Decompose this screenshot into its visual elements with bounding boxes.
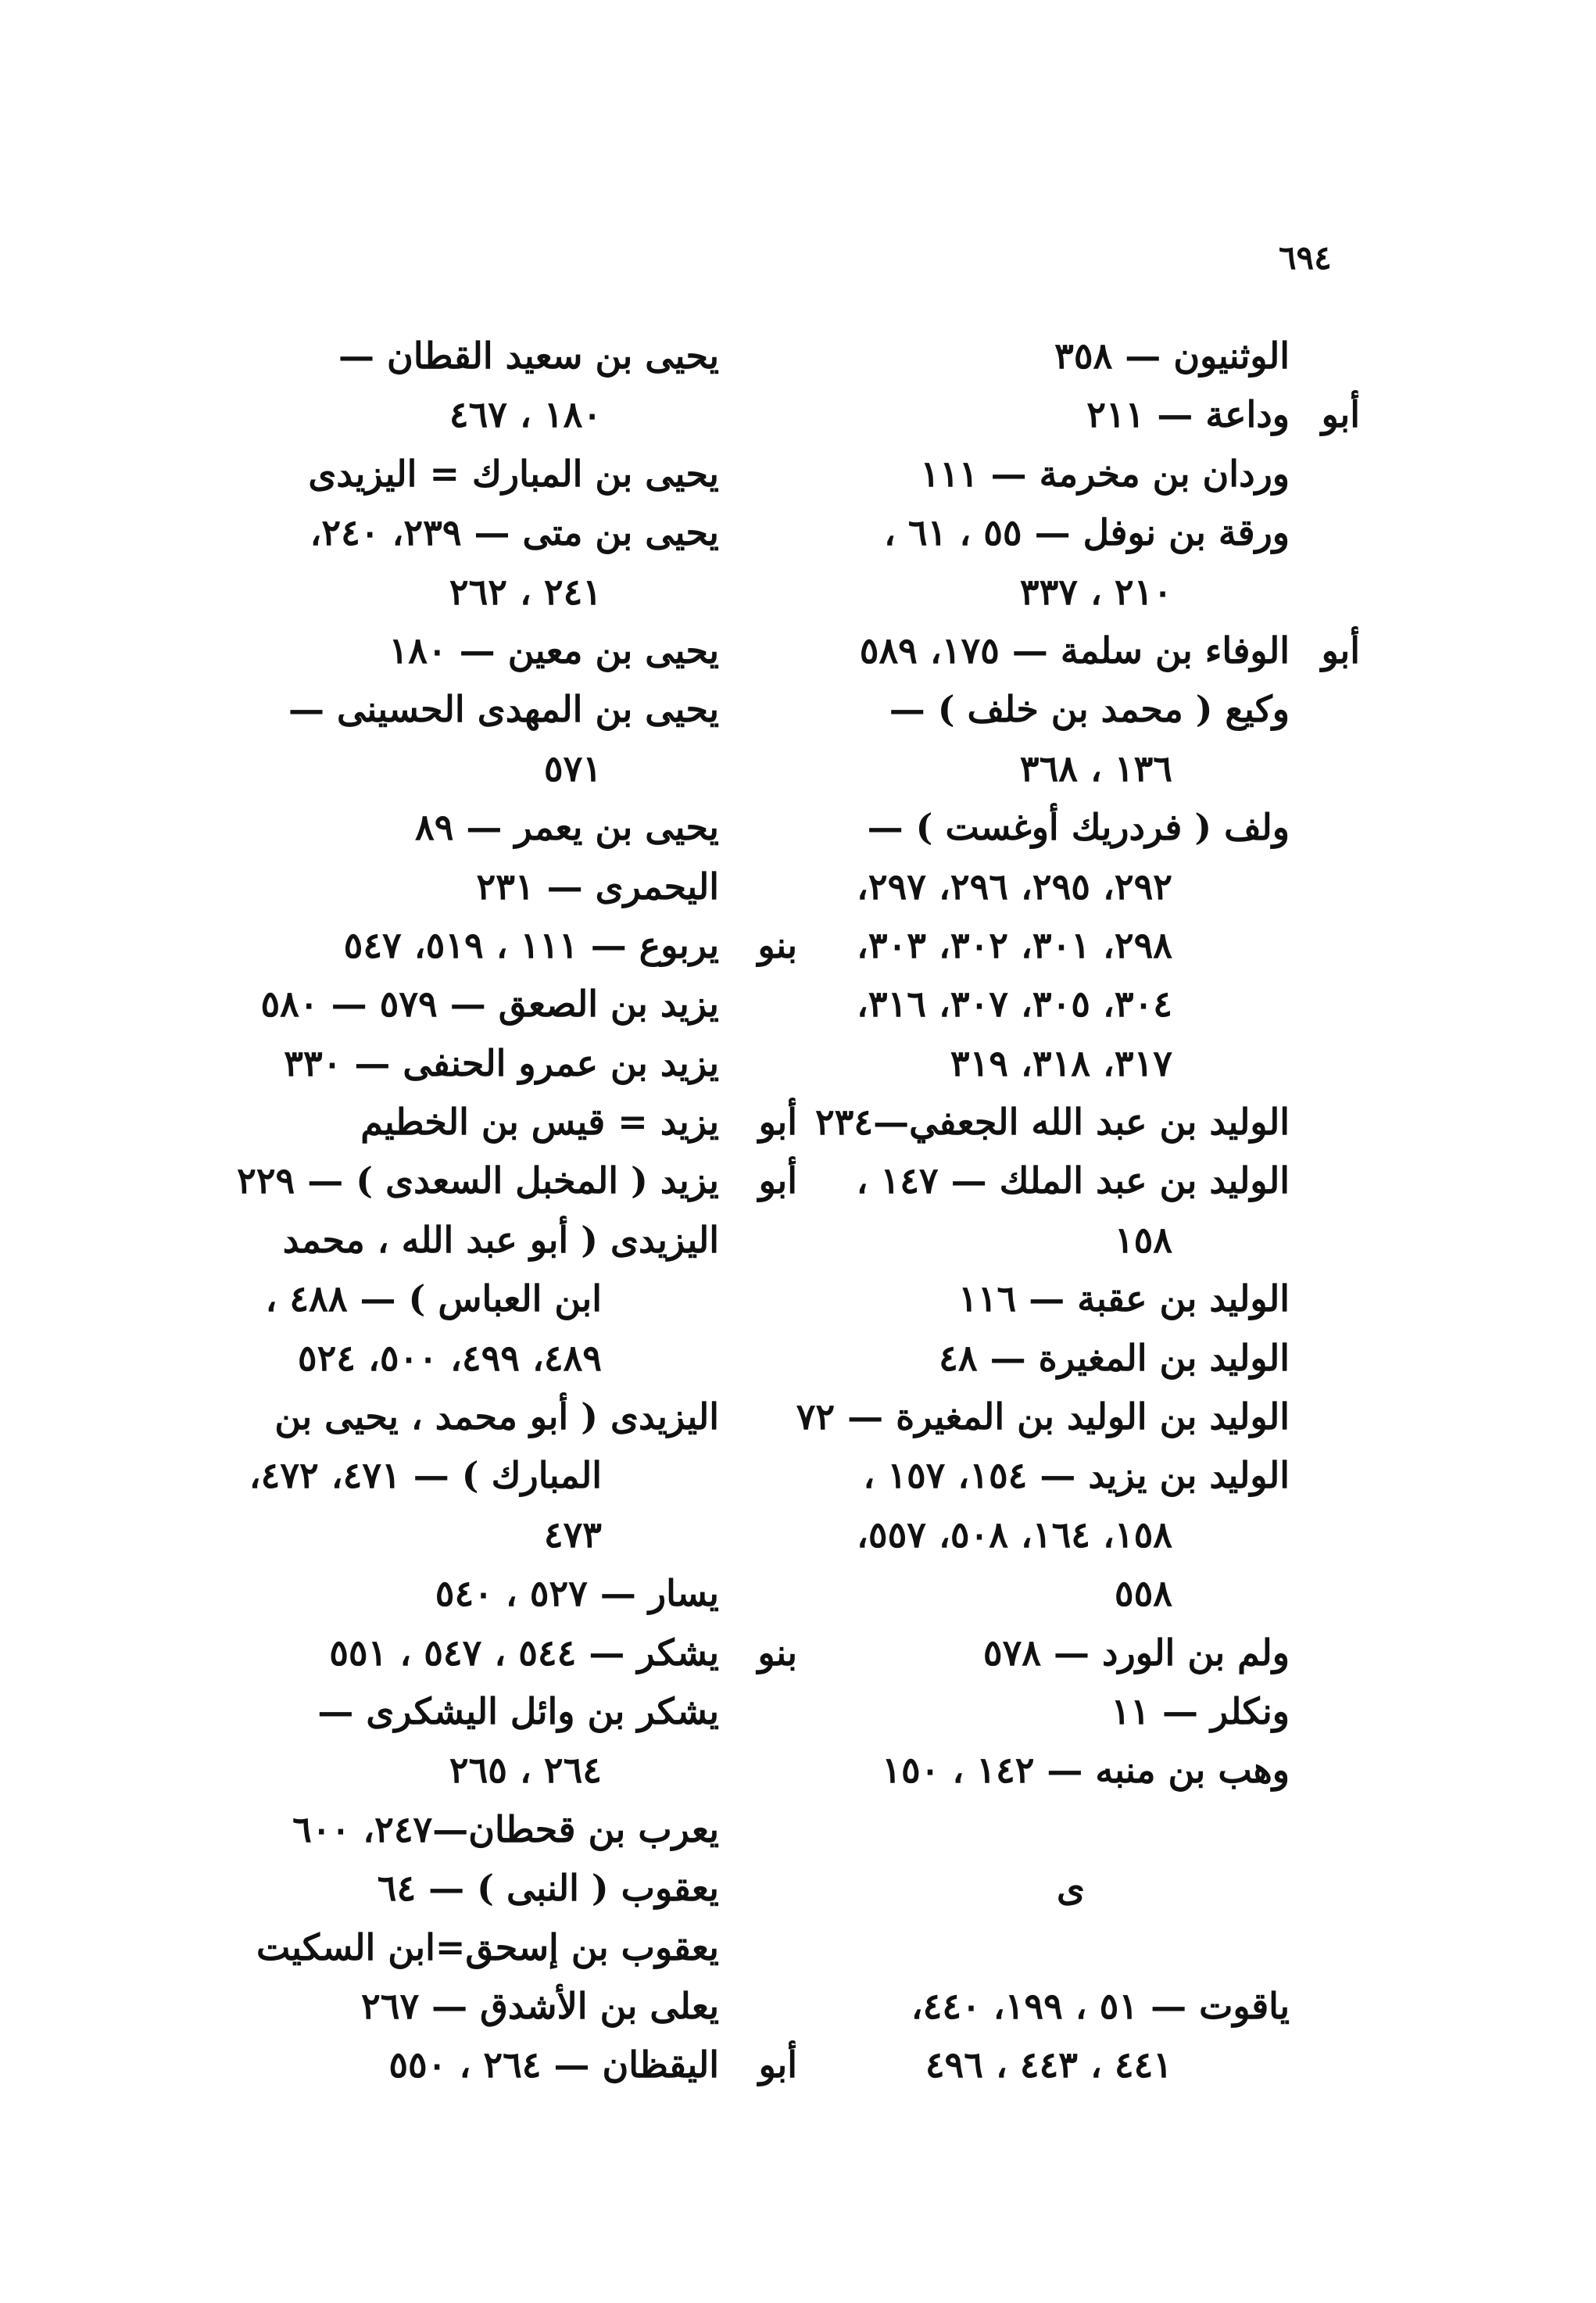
entry-text: ٢٦٤ ، ٢٦٥ [449, 1749, 602, 1792]
entry-prefix [719, 1211, 797, 1270]
index-entry [821, 1506, 1360, 1564]
index-entry [258, 385, 797, 444]
entry-text: يزيد بن الصعق — ٥٧٩ — ٥٨٠ [260, 983, 719, 1026]
entry-text: اليزيدى ( أبو محمد ، يحيى بن [274, 1395, 719, 1438]
entry-text: يعقوب بن إسحق=ابن السكيت [256, 1925, 719, 1968]
index-entry [258, 858, 797, 916]
index-entry [258, 1800, 797, 1859]
entry-prefix [719, 1506, 797, 1564]
entry-text: ولم بن الورد — ٥٧٨ [982, 1631, 1290, 1674]
index-entry [258, 740, 797, 798]
entry-text: اليقظان — ٢٦٤ ، ٥٥٠ [388, 2043, 719, 2086]
entry-prefix [1290, 1918, 1360, 1977]
entry-prefix [1290, 740, 1360, 798]
entry-text: الوليد بن الوليد بن المغيرة — ٧٢ [796, 1395, 1290, 1438]
entry-prefix [1290, 916, 1360, 975]
entry-text: ابن العباس ) — ٤٨٨ ، [265, 1277, 602, 1320]
index-entry [821, 1152, 1360, 1210]
index-entry [821, 385, 1360, 444]
index-entry [258, 1211, 797, 1270]
entry-prefix [1290, 1859, 1360, 1918]
entry-text [821, 1800, 1290, 1859]
index-entry [258, 621, 797, 680]
entry-prefix [719, 680, 797, 739]
index-entry [258, 563, 797, 621]
entry-prefix [1290, 858, 1360, 916]
entry-prefix [1290, 798, 1360, 857]
entry-prefix [1290, 1388, 1360, 1446]
entry-text: ١٥٨، ١٦٤، ٥٠٨، ٥٥٧، [857, 1513, 1172, 1556]
entry-text: وهب بن منبه — ١٤٢ ، ١٥٠ [882, 1749, 1290, 1792]
entry-text: ٢٩٢، ٢٩٥، ٢٩٦، ٢٩٧، [857, 865, 1172, 908]
index-entry [821, 621, 1360, 680]
entry-prefix [1290, 1800, 1360, 1859]
index-entry [821, 563, 1360, 621]
entry-prefix [1290, 680, 1360, 739]
index-entry [821, 1446, 1360, 1505]
index-entry [821, 1270, 1360, 1328]
entry-text: ٥٧١ [543, 747, 602, 790]
index-entry [258, 1977, 797, 2036]
entry-prefix: أبو [758, 1101, 797, 1144]
index-entry [821, 2036, 1360, 2094]
entry-text: ولف ( فردريك أوغست ) — [867, 806, 1290, 849]
entry-text: الوليد بن عبد الملك — ١٤٧ ، [856, 1159, 1290, 1202]
entry-prefix [719, 740, 797, 798]
entry-prefix [1290, 1682, 1360, 1741]
entry-text: ١٣٦ ، ٣٦٨ [1019, 747, 1172, 790]
entry-prefix [719, 621, 797, 680]
entry-prefix [719, 1034, 797, 1093]
index-entry [821, 798, 1360, 857]
index-entry [258, 2036, 797, 2094]
index-entry [258, 680, 797, 739]
index-entry [249, 1446, 797, 1505]
entry-prefix [719, 1564, 797, 1623]
index-entry [821, 327, 1360, 385]
entry-prefix [719, 1918, 797, 1977]
entry-text: يشكر — ٥٤٤ ، ٥٤٧ ، ٥٥١ [329, 1631, 719, 1674]
entry-text: ٣١٧، ٣١٨، ٣١٩ [950, 1041, 1172, 1084]
entry-text: يربوع — ١١١ ، ٥١٩، ٥٤٧ [343, 923, 719, 966]
entry-text: ونكلر — ١١ [1111, 1689, 1290, 1732]
index-column-left [237, 327, 797, 2095]
entry-text: وكيع ( محمد بن خلف ) — [889, 688, 1290, 731]
index-entry [258, 1682, 797, 1741]
index-entry [258, 1741, 797, 1800]
entry-text: الوثنيون — ٣٥٨ [1054, 335, 1290, 377]
entry-text: يحيى بن متى — ٢٣٩، ٢٤٠، [310, 511, 719, 554]
entry-text: وردان بن مخرمة — ١١١ [920, 452, 1290, 495]
index-entry [821, 1918, 1360, 1977]
entry-text: ٣٠٤، ٣٠٥، ٣٠٧، ٣١٦، [857, 983, 1172, 1026]
index-entry [258, 1034, 797, 1093]
index-entry [821, 1977, 1360, 2036]
entry-text: ٢٩٨، ٣٠١، ٣٠٢، ٣٠٣، [857, 923, 1172, 966]
entry-text: ياقوت — ٥١ ، ١٩٩، ٤٤٠، [911, 1984, 1290, 2027]
entry-text: ٤٧٣ [543, 1513, 602, 1556]
entry-prefix [1290, 1329, 1360, 1388]
index-entry [821, 1624, 1360, 1682]
index-entry [258, 1564, 797, 1623]
entry-text: يعلى بن الأشدق — ٢٦٧ [361, 1984, 719, 2027]
entry-text: يزيد ( المخبل السعدى ) — ٢٢٩ [237, 1159, 719, 1202]
index-entry [821, 1741, 1360, 1800]
entry-prefix [719, 1270, 797, 1328]
entry-prefix [719, 1446, 797, 1505]
entry-text: ١٨٠ ، ٤٦٧ [449, 393, 602, 436]
entry-text: يسار — ٥٢٧ ، ٥٤٠ [435, 1572, 719, 1615]
index-entry [796, 1388, 1360, 1446]
entry-prefix [1290, 1034, 1360, 1093]
index-entry [258, 1918, 797, 1977]
entry-text: ٤٨٩، ٤٩٩، ٥٠٠، ٥٢٤ [297, 1336, 602, 1379]
index-entry [821, 503, 1360, 562]
index-entry [258, 916, 797, 975]
index-entry [258, 798, 797, 857]
index-entry [258, 445, 797, 503]
index-entry [821, 1564, 1360, 1623]
entry-prefix [1290, 445, 1360, 503]
entry-prefix [1290, 2036, 1360, 2094]
entry-text: يحيى بن المبارك = اليزيدى [308, 452, 719, 495]
index-entry [258, 1506, 797, 1564]
entry-text: يعقوب ( النبى ) — ٦٤ [377, 1867, 719, 1910]
entry-text [821, 1918, 1290, 1977]
entry-text: يحيى بن المهدى الحسينى — [288, 688, 719, 731]
entry-text: ٥٥٨ [1114, 1572, 1172, 1615]
index-entry [258, 1270, 797, 1328]
entry-text: يحيى بن معين — ١٨٠ [388, 629, 719, 672]
entry-prefix: بنو [757, 1631, 797, 1674]
entry-prefix: أبو [1321, 629, 1360, 672]
entry-text: ٢١٠ ، ٣٣٧ [1019, 570, 1172, 613]
index-entry [258, 503, 797, 562]
entry-prefix [719, 1977, 797, 2036]
entry-text: يحيى بن يعمر — ٨٩ [415, 806, 719, 849]
section-heading [821, 1859, 1360, 1918]
index-entry [237, 1152, 797, 1210]
index-entry [821, 1211, 1360, 1270]
entry-text: ى [1056, 1867, 1085, 1910]
entry-prefix [719, 563, 797, 621]
entry-prefix [1290, 1506, 1360, 1564]
index-entry [821, 1682, 1360, 1741]
entry-prefix [719, 503, 797, 562]
entry-text: ٢٤١ ، ٢٦٢ [449, 570, 602, 613]
index-entry [258, 1624, 797, 1682]
entry-prefix [1290, 1741, 1360, 1800]
entry-prefix [719, 1859, 797, 1918]
entry-prefix: أبو [1321, 393, 1360, 436]
entry-prefix: بنو [757, 923, 797, 966]
entry-prefix [719, 385, 797, 444]
entry-prefix [1290, 1624, 1360, 1682]
index-entry [258, 975, 797, 1033]
index-entry [258, 327, 797, 385]
entry-prefix [1290, 1270, 1360, 1328]
entry-prefix [1290, 975, 1360, 1033]
entry-prefix [1290, 1152, 1360, 1210]
entry-prefix [719, 975, 797, 1033]
entry-prefix: أبو [758, 2043, 797, 2086]
entry-text: يشكر بن وائل اليشكرى — [317, 1689, 719, 1732]
index-entry [821, 680, 1360, 739]
index-entry [821, 916, 1360, 975]
entry-text: الوفاء بن سلمة — ١٧٥، ٥٨٩ [859, 629, 1290, 672]
entry-prefix [719, 445, 797, 503]
entry-text: الوليد بن يزيد — ١٥٤، ١٥٧ ، [863, 1454, 1290, 1497]
entry-text: الوليد بن عقبة — ١١٦ [958, 1277, 1290, 1320]
index-entry [821, 1800, 1360, 1859]
index-entry [258, 1388, 797, 1446]
index-entry [258, 1329, 797, 1388]
entry-prefix [1290, 503, 1360, 562]
entry-text: المبارك ) — ٤٧١، ٤٧٢، [249, 1454, 602, 1497]
entry-prefix [719, 1682, 797, 1741]
entry-text: يزيد بن عمرو الحنفى — ٣٣٠ [284, 1041, 719, 1084]
index-entry [821, 1329, 1360, 1388]
entry-prefix [1290, 563, 1360, 621]
index-entry [821, 445, 1360, 503]
entry-prefix [1290, 1211, 1360, 1270]
index-entry [821, 975, 1360, 1033]
entry-prefix [1290, 1977, 1360, 2036]
entry-text: الوليد بن المغيرة — ٤٨ [939, 1336, 1290, 1379]
index-entry [258, 1859, 797, 1918]
entry-text: ٤٤١ ، ٤٤٣ ، ٤٩٦ [925, 2043, 1172, 2086]
index-column-right [796, 327, 1360, 2095]
entry-text: ورقة بن نوفل — ٥٥ ، ٦١ ، [884, 511, 1290, 554]
entry-text: يحيى بن سعيد القطان — [338, 335, 719, 377]
entry-prefix [719, 1741, 797, 1800]
entry-text: يعرب بن قحطان—٢٤٧، ٦٠٠ [292, 1807, 719, 1850]
entry-prefix [719, 798, 797, 857]
entry-prefix: أبو [758, 1159, 797, 1202]
entry-prefix [719, 1800, 797, 1859]
index-entry [821, 740, 1360, 798]
index-entry [821, 858, 1360, 916]
entry-text: اليزيدى ( أبو عبد الله ، محمد [282, 1218, 719, 1261]
entry-text: يزيد = قيس بن الخطيم [360, 1101, 719, 1144]
index-entry [821, 1034, 1360, 1093]
index-entry [258, 1093, 797, 1152]
entry-prefix [719, 327, 797, 385]
entry-prefix [719, 858, 797, 916]
entry-prefix [1290, 1446, 1360, 1505]
entry-text: الوليد بن عبد الله الجعفي—٢٣٤ [814, 1101, 1290, 1144]
entry-text: اليحمرى — ٢٣١ [476, 865, 719, 908]
entry-text: ١٥٨ [1114, 1218, 1172, 1261]
entry-prefix [719, 1388, 797, 1446]
entry-prefix [1290, 1564, 1360, 1623]
index-entry [814, 1093, 1360, 1152]
entry-text: وداعة — ٢١١ [1086, 393, 1290, 436]
page-number: ٦٩٤ [1279, 238, 1332, 277]
entry-prefix [1290, 327, 1360, 385]
entry-prefix [1290, 1093, 1360, 1152]
entry-prefix [719, 1329, 797, 1388]
